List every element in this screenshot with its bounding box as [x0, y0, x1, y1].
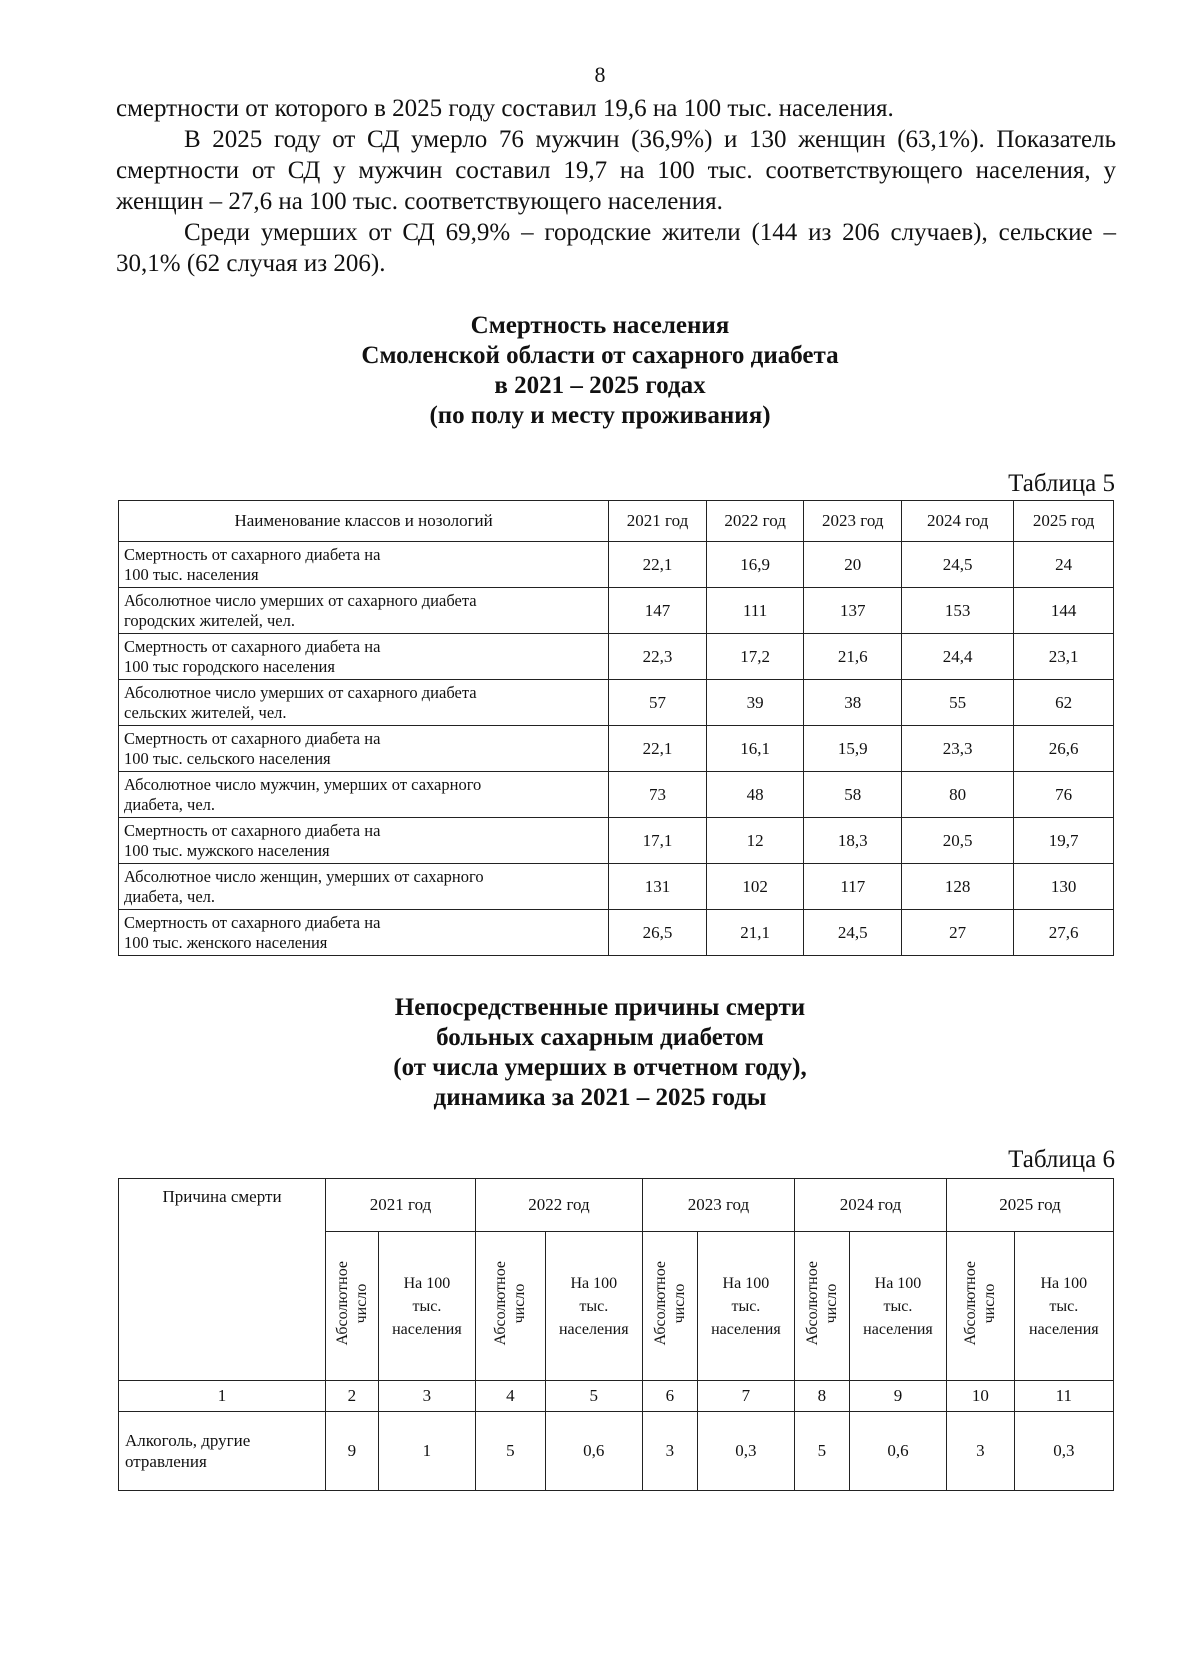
abs-number-line: число — [352, 1283, 370, 1324]
value-cell: 111 — [706, 588, 804, 634]
table5-title-line: (по полу и месту проживания) — [429, 402, 771, 429]
table5-title — [0, 311, 1200, 431]
row-name-line: Смертность от сахарного диабета на — [124, 820, 381, 840]
column-number-cell: 6 — [642, 1381, 697, 1412]
value-cell: 23,1 — [1014, 634, 1114, 680]
abs-number-header — [794, 1232, 849, 1381]
row-name-line: Абсолютное число умерших от сахарного диабета — [124, 590, 477, 610]
value-cell: 128 — [902, 864, 1014, 910]
abs-number-line: Абсолютное — [962, 1261, 980, 1346]
table5-label: Таблица 5 — [1008, 470, 1115, 497]
table6-title-line: больных сахарным диабетом — [436, 1024, 764, 1051]
value-cell: 80 — [902, 772, 1014, 818]
per-100k-line: населения — [558, 1320, 629, 1338]
column-number-cell: 9 — [849, 1381, 946, 1412]
value-cell: 12 — [706, 818, 804, 864]
column-header: 2021 год — [609, 501, 707, 542]
row-name-line: Смертность от сахарного диабета на — [124, 636, 381, 656]
table-row — [119, 726, 1114, 772]
value-cell: 19,7 — [1014, 818, 1114, 864]
value-cell: 153 — [902, 588, 1014, 634]
per-100k-line: тыс. — [412, 1297, 442, 1315]
row-name-line: 100 тыс. мужского населения — [124, 840, 330, 860]
per-100k-line: населения — [863, 1320, 933, 1338]
value-cell: 17,2 — [706, 634, 804, 680]
year-header: 2022 год — [476, 1179, 643, 1232]
value-cell: 15,9 — [804, 726, 902, 772]
table-row — [119, 680, 1114, 726]
table-header-row — [119, 501, 1114, 542]
row-name-line: сельских жителей, чел. — [124, 702, 287, 722]
value-cell: 16,9 — [706, 542, 804, 588]
value-cell: 16,1 — [706, 726, 804, 772]
year-header: 2021 год — [326, 1179, 476, 1232]
value-cell: 3 — [642, 1412, 697, 1491]
per-100k-header — [378, 1232, 475, 1381]
column-number-cell: 5 — [545, 1381, 642, 1412]
year-header: 2025 год — [947, 1179, 1114, 1232]
column-number-cell: 10 — [947, 1381, 1015, 1412]
row-name-cell — [119, 818, 609, 864]
table-row — [119, 542, 1114, 588]
table6-title — [0, 993, 1200, 1113]
column-header: 2023 год — [804, 501, 902, 542]
column-header: 2022 год — [706, 501, 804, 542]
table6-label: Таблица 6 — [1008, 1146, 1115, 1173]
row-name-cell — [119, 680, 609, 726]
value-cell: 0,6 — [545, 1412, 642, 1491]
value-cell: 130 — [1014, 864, 1114, 910]
value-cell: 0,6 — [849, 1412, 946, 1491]
value-cell: 73 — [609, 772, 707, 818]
value-cell: 131 — [609, 864, 707, 910]
row-name-cell — [119, 910, 609, 956]
table-row — [119, 588, 1114, 634]
per-100k-line: населения — [392, 1320, 462, 1338]
table5-title-line: в 2021 – 2025 годах — [494, 372, 706, 399]
column-number-cell: 8 — [794, 1381, 849, 1412]
table-row — [119, 910, 1114, 956]
value-cell: 22,1 — [609, 726, 707, 772]
per-100k-header — [545, 1232, 642, 1381]
per-100k-line: тыс. — [883, 1297, 913, 1315]
row-name-line: 100 тыс. населения — [124, 564, 259, 584]
column-number-cell: 7 — [697, 1381, 794, 1412]
value-cell: 0,3 — [697, 1412, 794, 1491]
column-header: Наименование классов и нозологий — [119, 501, 609, 542]
row-name-cell — [119, 772, 609, 818]
column-header: 2024 год — [902, 501, 1014, 542]
row-name-line: Абсолютное число женщин, умерших от сахарного — [124, 866, 484, 886]
abs-number-header — [947, 1232, 1015, 1381]
abs-number-label — [803, 1261, 841, 1345]
abs-number-line: число — [981, 1283, 999, 1324]
cause-line: отравления — [125, 1452, 207, 1471]
table6-title-line: динамика за 2021 – 2025 годы — [433, 1084, 767, 1111]
value-cell: 55 — [902, 680, 1014, 726]
row-name-cell — [119, 588, 609, 634]
paragraph-3: Среди умерших от СД 69,9% – городские жители (144 из 206 случаев), сельские – 30,1% (62 случая из 206). — [116, 219, 1116, 277]
per-100k-line: тыс. — [579, 1297, 609, 1315]
row-name-line: 100 тыс. женского населения — [124, 932, 328, 952]
abs-number-line: число — [670, 1283, 688, 1324]
abs-number-label — [651, 1261, 689, 1345]
row-name-line: 100 тыс городского населения — [124, 656, 335, 676]
cause-column-header: Причина смерти — [119, 1179, 326, 1381]
table-row — [119, 818, 1114, 864]
cause-line: Алкоголь, другие — [125, 1431, 251, 1450]
per-100k-line: тыс. — [1049, 1297, 1079, 1315]
row-name-line: 100 тыс. сельского населения — [124, 748, 331, 768]
abs-number-label — [491, 1261, 529, 1345]
year-header-row — [119, 1179, 1114, 1232]
abs-number-line: число — [511, 1283, 529, 1324]
value-cell: 24,5 — [804, 910, 902, 956]
value-cell: 24,5 — [902, 542, 1014, 588]
row-name-cell — [119, 634, 609, 680]
value-cell: 17,1 — [609, 818, 707, 864]
per-100k-header — [849, 1232, 946, 1381]
table6-title-line: (от числа умерших в отчетном году), — [393, 1054, 807, 1081]
value-cell: 20 — [804, 542, 902, 588]
value-cell: 1 — [378, 1412, 475, 1491]
value-cell: 9 — [326, 1412, 379, 1491]
value-cell: 18,3 — [804, 818, 902, 864]
table-row — [119, 864, 1114, 910]
abs-number-header — [642, 1232, 697, 1381]
row-name-cell — [119, 726, 609, 772]
value-cell: 21,1 — [706, 910, 804, 956]
row-name-line: Абсолютное число умерших от сахарного диабета — [124, 682, 477, 702]
value-cell: 26,5 — [609, 910, 707, 956]
column-number-cell: 11 — [1014, 1381, 1113, 1412]
value-cell: 24 — [1014, 542, 1114, 588]
table-row — [119, 634, 1114, 680]
per-100k-header — [1014, 1232, 1113, 1381]
abs-number-line: Абсолютное — [492, 1261, 510, 1346]
value-cell: 20,5 — [902, 818, 1014, 864]
per-100k-line: На 100 — [570, 1274, 618, 1292]
value-cell: 24,4 — [902, 634, 1014, 680]
abs-number-line: число — [822, 1283, 840, 1324]
per-100k-line: тыс. — [731, 1297, 761, 1315]
row-name-line: диабета, чел. — [124, 886, 216, 906]
table5-title-line: Смоленской области от сахарного диабета — [361, 342, 839, 369]
value-cell: 144 — [1014, 588, 1114, 634]
paragraph-2: В 2025 году от СД умерло 76 мужчин (36,9%) и 130 женщин (63,1%). Показатель смертности от СД у мужчин составил 19,7 на 100 тыс. соответствующего населения, у женщин – 27,6 на 100 тыс. соответствующего населения. — [116, 126, 1116, 215]
abs-number-line: Абсолютное — [333, 1261, 351, 1346]
value-cell: 5 — [476, 1412, 546, 1491]
abs-number-header — [326, 1232, 379, 1381]
value-cell: 27 — [902, 910, 1014, 956]
row-name-cell — [119, 864, 609, 910]
row-name-line: Абсолютное число мужчин, умерших от сахарного — [124, 774, 482, 794]
value-cell: 23,3 — [902, 726, 1014, 772]
abs-number-header — [476, 1232, 546, 1381]
row-name-line: диабета, чел. — [124, 794, 216, 814]
row-name-line: Смертность от сахарного диабета на — [124, 544, 381, 564]
value-cell: 137 — [804, 588, 902, 634]
per-100k-line: населения — [1029, 1320, 1099, 1338]
cause-cell — [119, 1412, 326, 1491]
mortality-table — [118, 500, 1114, 956]
abs-number-label — [961, 1261, 999, 1345]
value-cell: 0,3 — [1014, 1412, 1113, 1491]
year-header: 2024 год — [794, 1179, 946, 1232]
value-cell: 3 — [947, 1412, 1015, 1491]
column-header: 2025 год — [1014, 501, 1114, 542]
row-name-line: Смертность от сахарного диабета на — [124, 728, 381, 748]
per-100k-line: На 100 — [1040, 1274, 1088, 1292]
causes-of-death-table — [118, 1178, 1114, 1491]
per-100k-line: На 100 — [722, 1274, 770, 1292]
value-cell: 38 — [804, 680, 902, 726]
column-number-cell: 2 — [326, 1381, 379, 1412]
column-number-cell: 4 — [476, 1381, 546, 1412]
row-name-line: городских жителей, чел. — [124, 610, 295, 630]
column-number-cell: 3 — [378, 1381, 475, 1412]
row-name-line: Смертность от сахарного диабета на — [124, 912, 381, 932]
value-cell: 22,1 — [609, 542, 707, 588]
value-cell: 27,6 — [1014, 910, 1114, 956]
per-100k-line: На 100 — [874, 1274, 922, 1292]
abs-number-line: Абсолютное — [651, 1261, 669, 1346]
value-cell: 21,6 — [804, 634, 902, 680]
value-cell: 22,3 — [609, 634, 707, 680]
value-cell: 58 — [804, 772, 902, 818]
value-cell: 48 — [706, 772, 804, 818]
value-cell: 147 — [609, 588, 707, 634]
value-cell: 39 — [706, 680, 804, 726]
value-cell: 76 — [1014, 772, 1114, 818]
value-cell: 5 — [794, 1412, 849, 1491]
value-cell: 102 — [706, 864, 804, 910]
per-100k-line: населения — [711, 1320, 781, 1338]
table-row — [119, 1412, 1114, 1491]
row-name-cell — [119, 542, 609, 588]
value-cell: 62 — [1014, 680, 1114, 726]
abs-number-label — [333, 1261, 371, 1345]
per-100k-line: На 100 — [403, 1274, 451, 1292]
paragraph-1: смертности от которого в 2025 году составил 19,6 на 100 тыс. населения. — [116, 95, 894, 122]
column-number-row — [119, 1381, 1114, 1412]
table-row — [119, 772, 1114, 818]
abs-number-line: Абсолютное — [803, 1261, 821, 1346]
value-cell: 57 — [609, 680, 707, 726]
table6-title-line: Непосредственные причины смерти — [394, 994, 806, 1021]
value-cell: 117 — [804, 864, 902, 910]
per-100k-header — [697, 1232, 794, 1381]
year-header: 2023 год — [642, 1179, 794, 1232]
column-number-cell: 1 — [119, 1381, 326, 1412]
page-number: 8 — [594, 62, 606, 87]
table5-title-line: Смертность населения — [470, 312, 730, 339]
value-cell: 26,6 — [1014, 726, 1114, 772]
